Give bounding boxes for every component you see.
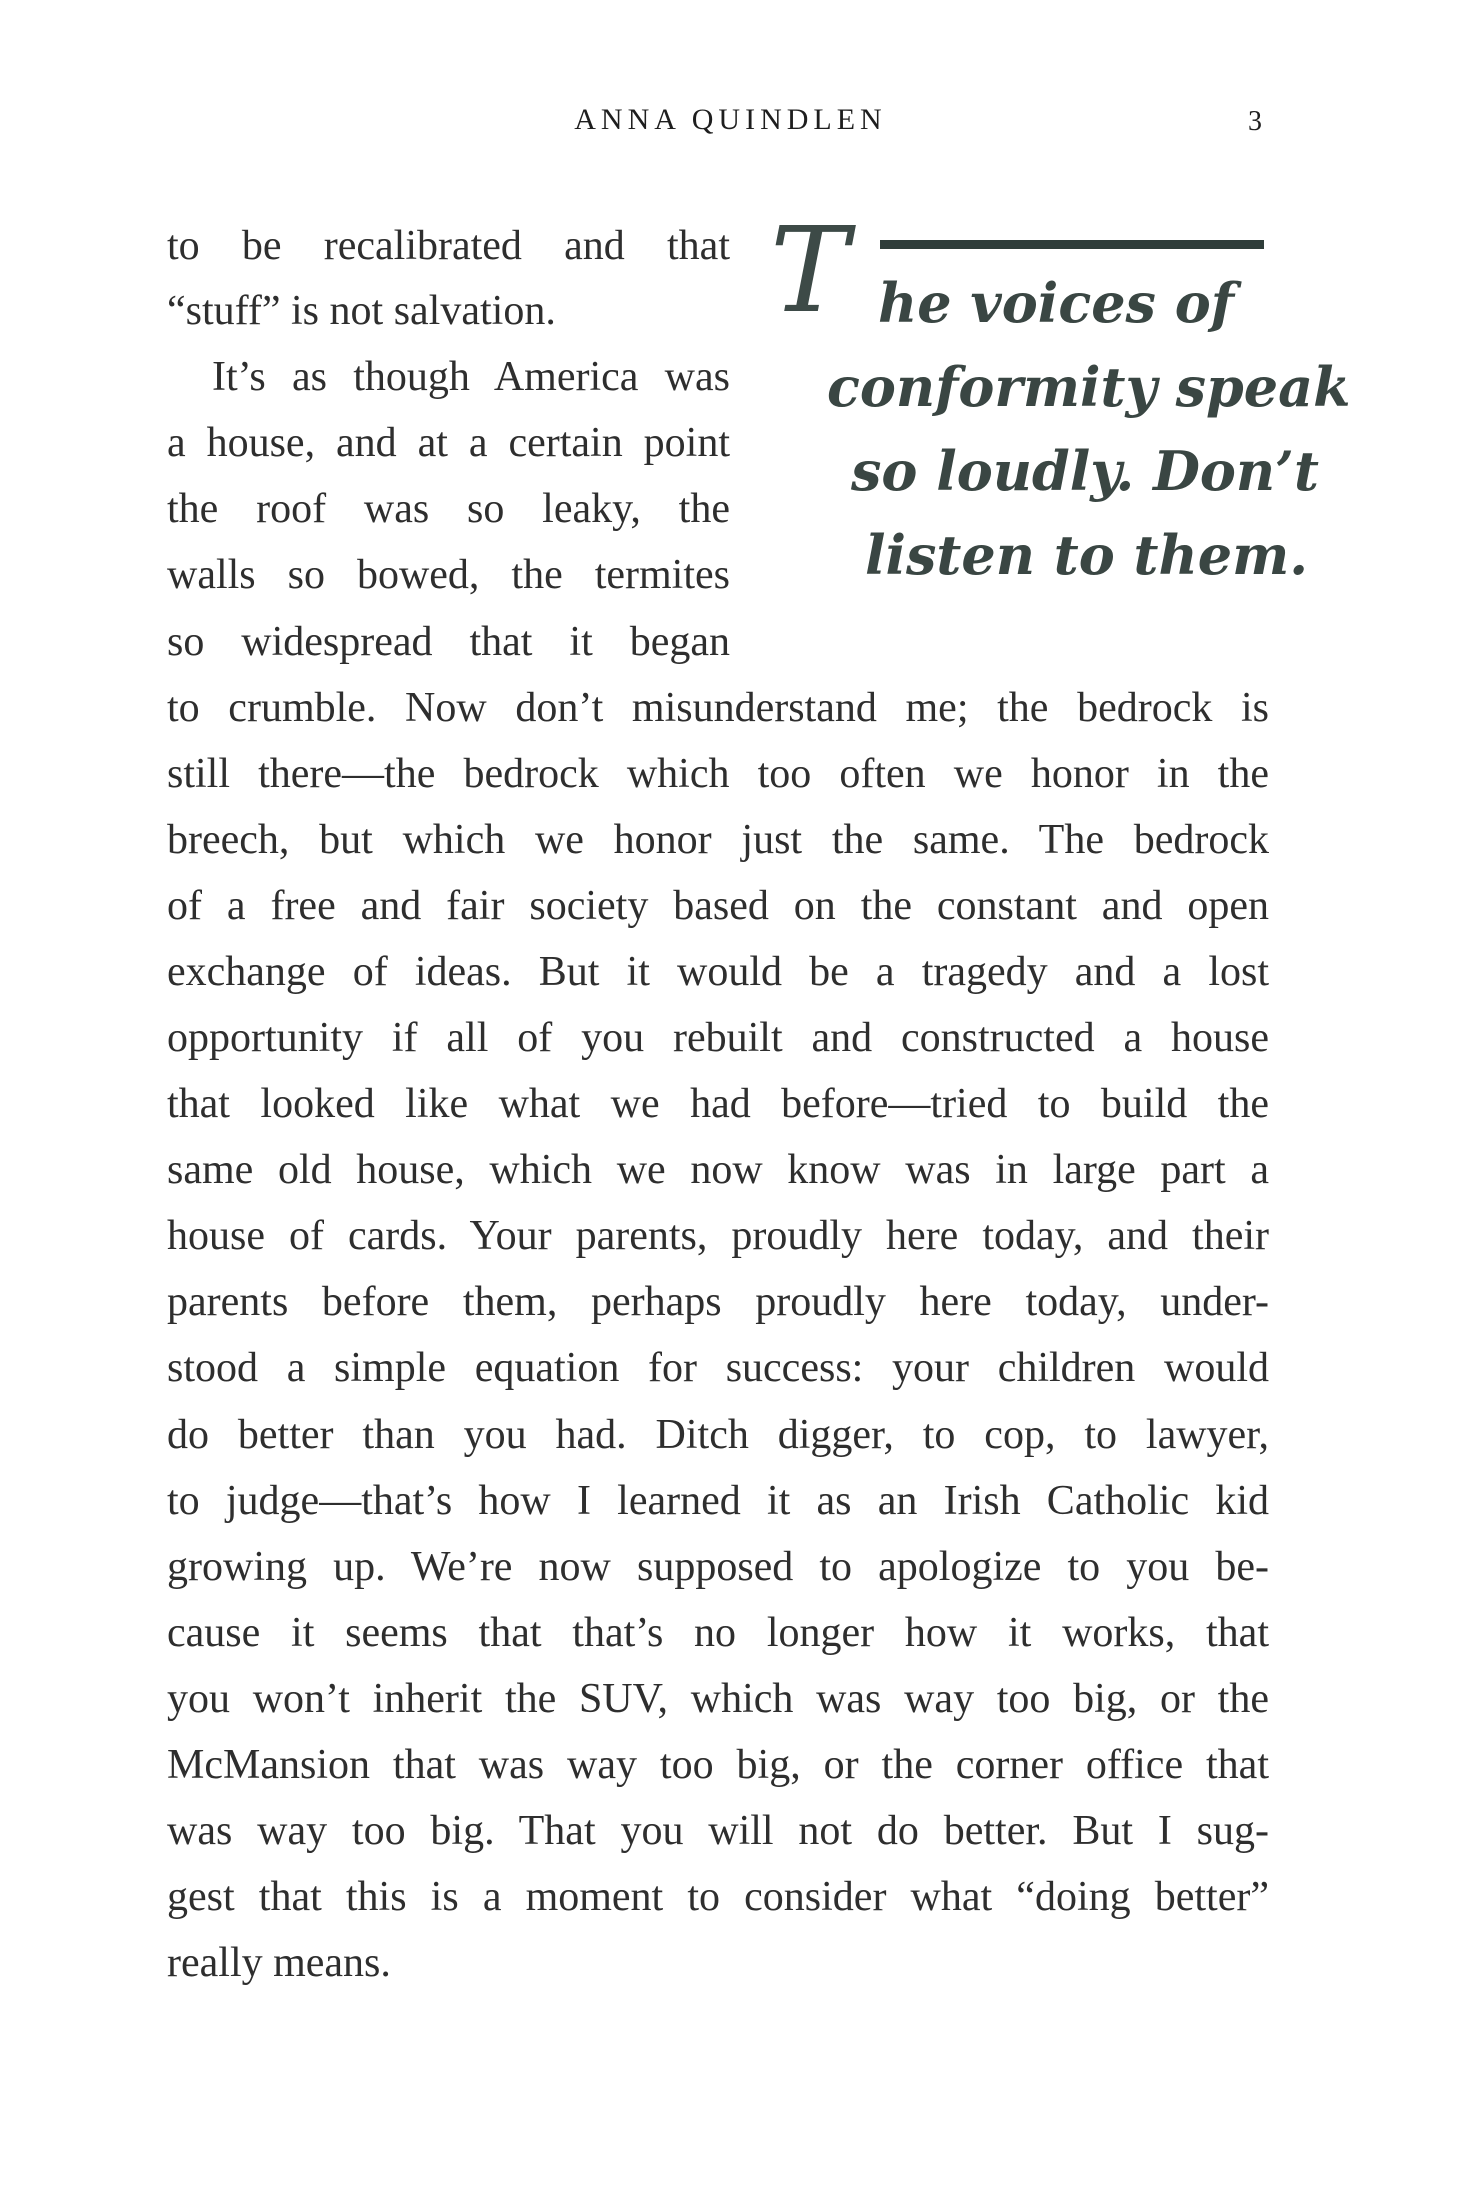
body-line: walls so bowed, the termites xyxy=(167,552,730,598)
body-line: still there—the bedrock which too often we honor in the xyxy=(167,751,1269,797)
pull-quote xyxy=(760,201,1351,620)
body-line: of a free and fair society based on the constant and open xyxy=(167,883,1269,929)
body-line: do better than you had. Ditch digger, to cop, to lawyer, xyxy=(167,1412,1269,1458)
pull-quote-rule xyxy=(880,240,1264,249)
body-line: gest that this is a moment to consider what “doing better” xyxy=(167,1874,1269,1920)
body-line: to judge—that’s how I learned it as an Irish Catholic kid xyxy=(167,1478,1269,1524)
page-number: 3 xyxy=(1248,106,1262,137)
body-line: cause it seems that that’s no longer how it works, that xyxy=(167,1610,1269,1656)
body-line: that looked like what we had before—tried to build the xyxy=(167,1081,1269,1127)
pull-quote-line: he voices of xyxy=(878,271,1235,335)
body-line: to be recalibrated and that xyxy=(167,223,730,269)
body-line: opportunity if all of you rebuilt and constructed a house xyxy=(167,1015,1269,1061)
body-line: same old house, which we now know was in large part a xyxy=(167,1147,1269,1193)
body-line: exchange of ideas. But it would be a tragedy and a lost xyxy=(167,949,1269,995)
body-line: a house, and at a certain point xyxy=(167,420,730,466)
body-line: growing up. We’re now supposed to apologize to you be- xyxy=(167,1544,1269,1590)
body-line: McMansion that was way too big, or the corner office that xyxy=(167,1742,1269,1788)
body-line: was way too big. That you will not do better. But I sug- xyxy=(167,1808,1269,1854)
body-line: It’s as though America was xyxy=(212,354,730,400)
body-line: “stuff” is not salvation. xyxy=(167,288,556,334)
body-line: the roof was so leaky, the xyxy=(167,486,730,532)
pull-quote-line: listen to them. xyxy=(865,523,1309,587)
body-line: parents before them, perhaps proudly here today, under- xyxy=(167,1279,1269,1325)
body-line: stood a simple equation for success: your children would xyxy=(167,1345,1269,1391)
pull-quote-drop-cap: T xyxy=(770,201,849,339)
body-line: really means. xyxy=(167,1940,391,1986)
running-head: ANNA QUINDLEN xyxy=(574,103,887,136)
body-line: you won’t inherit the SUV, which was way too big, or the xyxy=(167,1676,1269,1722)
body-line: so widespread that it began xyxy=(167,619,730,665)
body-line: house of cards. Your parents, proudly here today, and their xyxy=(167,1213,1269,1259)
body-line: to crumble. Now don’t misunderstand me; the bedrock is xyxy=(167,685,1269,731)
pull-quote-line: conformity speak xyxy=(827,355,1351,419)
body-line: breech, but which we honor just the same. The bedrock xyxy=(167,817,1269,863)
pull-quote-line: so loudly. Don’t xyxy=(851,439,1319,503)
